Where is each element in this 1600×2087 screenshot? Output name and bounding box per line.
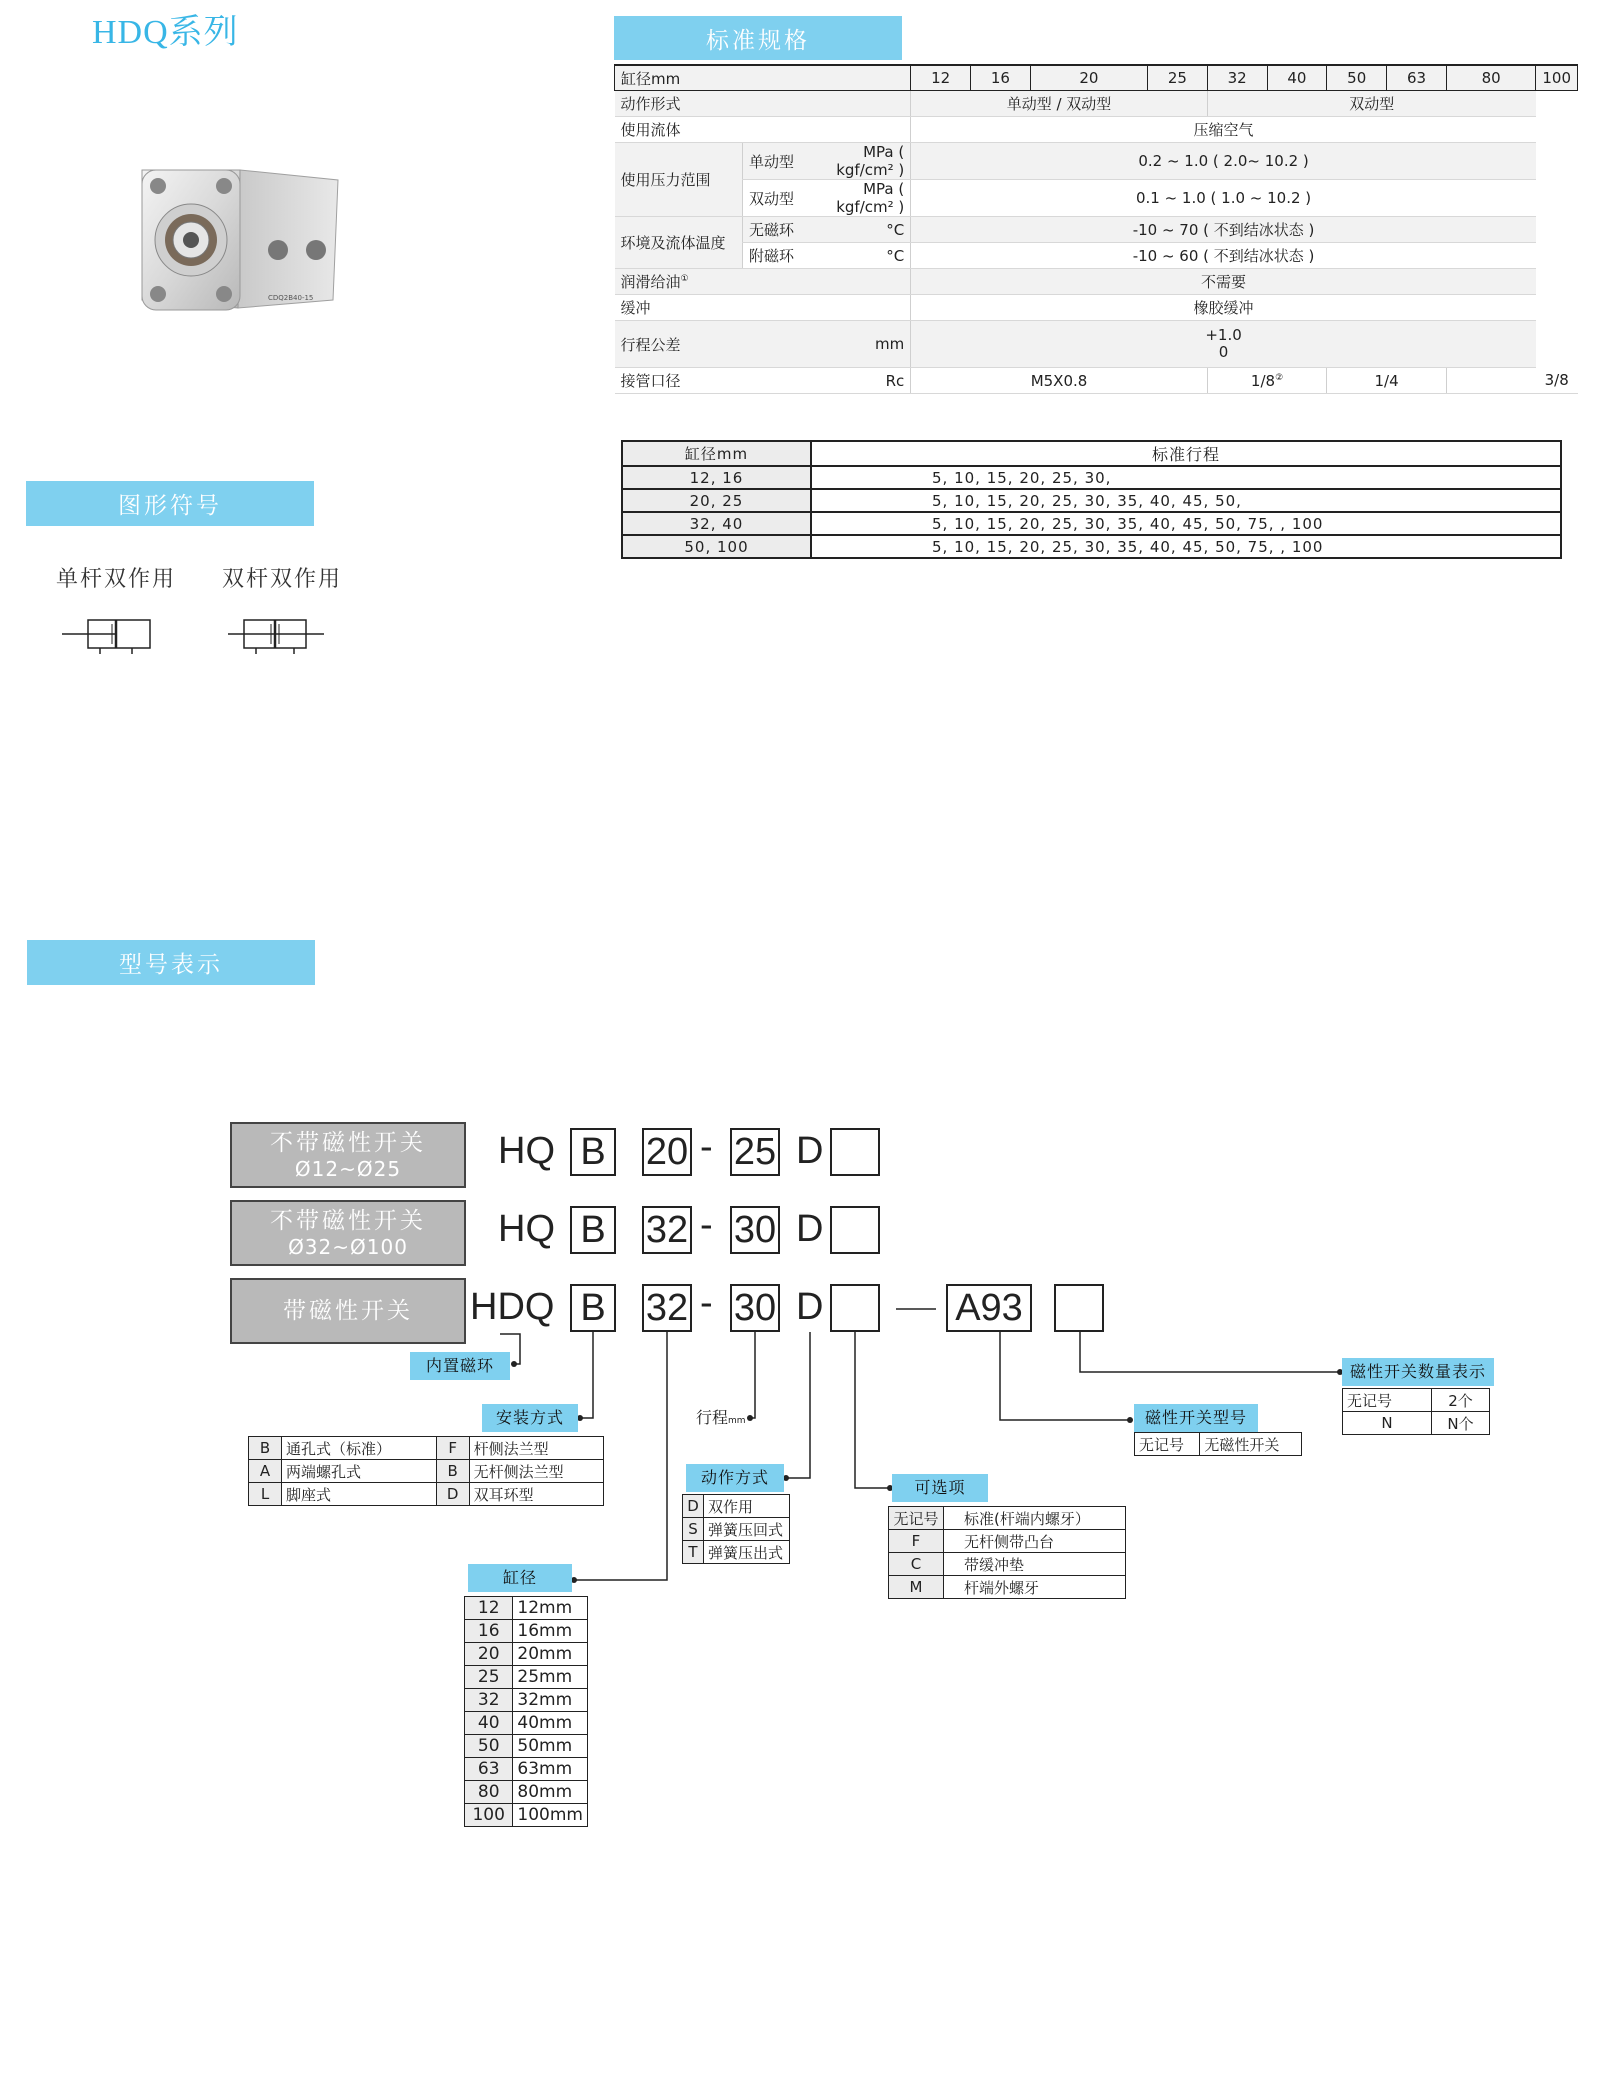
symbol-single-label: 单杆双作用 xyxy=(56,567,177,592)
bore-header: 缸径mm xyxy=(615,65,911,91)
cell: 0.1 ~ 1.0 ( 1.0 ~ 10.2 ) xyxy=(911,180,1536,217)
cell: -10 ~ 60 ( 不到结冰状态 ) xyxy=(911,243,1536,269)
bore-col: 20 xyxy=(1030,65,1147,91)
stroke-table-header-bore: 缸径mm xyxy=(622,441,811,466)
code-action: D xyxy=(796,1286,824,1328)
cell: 3/8 xyxy=(1536,368,1578,394)
label-mount: 安装方式 xyxy=(482,1404,578,1432)
label-magnet: 内置磁环 xyxy=(410,1352,510,1380)
bore-col: 50 xyxy=(1327,65,1387,91)
code-mount: B xyxy=(570,1284,616,1332)
stroke-values: 5, 10, 15, 20, 25, 30, 35, 40, 45, 50, 75, , 100 xyxy=(811,512,1561,535)
switch-model-table: 无记号 无磁性开关 xyxy=(1134,1432,1302,1456)
bore-col: 100 xyxy=(1536,65,1578,91)
stroke-table-header-stroke: 标准行程 xyxy=(1151,445,1220,464)
row-label: 润滑给油① xyxy=(615,269,911,295)
cell: 1/8② xyxy=(1207,368,1327,394)
cell: 双动型 xyxy=(1207,91,1536,117)
mount-table: B 通孔式（标准） F 杆侧法兰型 A 两端螺孔式 B 无杆侧法兰型 L 脚座式 D 双耳环型 xyxy=(248,1436,604,1506)
label-stroke: 行程mm xyxy=(696,1408,746,1427)
code-bore: 32 xyxy=(642,1206,692,1254)
cell: 0.2 ~ 1.0 ( 2.0~ 10.2 ) xyxy=(911,143,1536,180)
unit: mm xyxy=(811,321,911,368)
unit: °C xyxy=(811,217,911,243)
unit: Rc xyxy=(811,368,911,394)
bore-col: 16 xyxy=(971,65,1031,91)
row-label: 环境及流体温度 xyxy=(615,217,743,269)
code-switch-model: A93 xyxy=(946,1284,1032,1332)
stroke-bore: 20, 25 xyxy=(622,489,811,512)
code-stroke: 30 xyxy=(730,1206,780,1254)
code-prefix: HQ xyxy=(498,1208,555,1250)
stroke-values: 5, 10, 15, 20, 25, 30, xyxy=(811,466,1561,489)
cell: 不需要 xyxy=(911,269,1536,295)
sub-label: 双动型 xyxy=(742,180,811,217)
row-label: 动作形式 xyxy=(615,91,911,117)
symbol-double-label: 双杆双作用 xyxy=(222,567,343,592)
code-dash: - xyxy=(700,1126,713,1168)
unit: MPa ( kgf/cm² ) xyxy=(811,143,911,180)
stroke-bore: 32, 40 xyxy=(622,512,811,535)
sub-label: 单动型 xyxy=(742,143,811,180)
code-dash: - xyxy=(700,1282,713,1324)
cell: 单动型 / 双动型 xyxy=(911,91,1208,117)
options-table: 无记号 标准(杆端内螺牙） F 无杆侧带凸台 C 带缓冲垫 M 杆端外螺牙 xyxy=(888,1506,1126,1599)
label-switch-qty: 磁性开关数量表示 xyxy=(1342,1358,1494,1386)
bore-col: 25 xyxy=(1147,65,1207,91)
label-options: 可选项 xyxy=(892,1474,988,1502)
unit: MPa ( kgf/cm² ) xyxy=(811,180,911,217)
cell: M5X0.8 xyxy=(911,368,1208,394)
sub-label: 无磁环 xyxy=(742,217,811,243)
code-bore: 20 xyxy=(642,1128,692,1176)
code-action: D xyxy=(796,1130,824,1172)
row-label: 使用流体 xyxy=(615,117,911,143)
switch-qty-table: 无记号 2个 N N个 xyxy=(1342,1388,1490,1435)
row-label: 行程公差 xyxy=(615,321,812,368)
product-label: CDQ2B40-15 xyxy=(268,294,314,302)
stroke-values: 5, 10, 15, 20, 25, 30, 35, 40, 45, 50, xyxy=(811,489,1561,512)
code-mount: B xyxy=(570,1128,616,1176)
section-spec: 标准规格 xyxy=(614,16,902,60)
section-symbol: 图形符号 xyxy=(26,481,314,526)
section-model: 型号表示 xyxy=(27,940,315,985)
stroke-bore: 12, 16 xyxy=(622,466,811,489)
label-action: 动作方式 xyxy=(686,1464,784,1492)
cell: 1/4 xyxy=(1327,368,1447,394)
code-bore: 32 xyxy=(642,1284,692,1332)
unit: °C xyxy=(811,243,911,269)
label-bore: 缸径 xyxy=(468,1564,572,1592)
cell: -10 ~ 70 ( 不到结冰状态 ) xyxy=(911,217,1536,243)
label-switch-model: 磁性开关型号 xyxy=(1134,1404,1258,1432)
code-stroke: 30 xyxy=(730,1284,780,1332)
bore-col: 12 xyxy=(911,65,971,91)
sub-label: 附磁环 xyxy=(742,243,811,269)
bore-col: 40 xyxy=(1267,65,1327,91)
bore-col: 80 xyxy=(1446,65,1535,91)
row-label: 缓冲 xyxy=(615,295,911,321)
series-title: HDQ系列 xyxy=(92,14,239,51)
bore-table: 12 12mm 16 16mm 20 20mm 25 25mm 32 32mm 40 40mm 50 50mm 63 63mm 80 80mm 100 100mm xyxy=(464,1596,588,1827)
model-row2-label: 不带磁性开关 Ø32~Ø100 xyxy=(230,1200,466,1266)
cell: +1.0 0 xyxy=(911,321,1536,368)
model-row3-label: 带磁性开关 xyxy=(230,1278,466,1344)
code-action: D xyxy=(796,1208,824,1250)
stroke-bore: 50, 100 xyxy=(622,535,811,558)
row-label: 接管口径 xyxy=(615,368,812,394)
code-dash: - xyxy=(700,1204,713,1246)
code-stroke: 25 xyxy=(730,1128,780,1176)
code-mount: B xyxy=(570,1206,616,1254)
bore-col: 63 xyxy=(1387,65,1447,91)
cell: 橡胶缓冲 xyxy=(911,295,1536,321)
stroke-values: 5, 10, 15, 20, 25, 30, 35, 40, 45, 50, 75, , 100 xyxy=(811,535,1561,558)
action-table: D 双作用 S 弹簧压回式 T 弹簧压出式 xyxy=(682,1494,790,1564)
model-row1-label: 不带磁性开关 Ø12~Ø25 xyxy=(230,1122,466,1188)
code-prefix: HQ xyxy=(498,1130,555,1172)
row-label: 使用压力范围 xyxy=(615,143,743,217)
cell: 压缩空气 xyxy=(911,117,1536,143)
bore-col: 32 xyxy=(1207,65,1267,91)
code-prefix: HDQ xyxy=(470,1286,555,1328)
